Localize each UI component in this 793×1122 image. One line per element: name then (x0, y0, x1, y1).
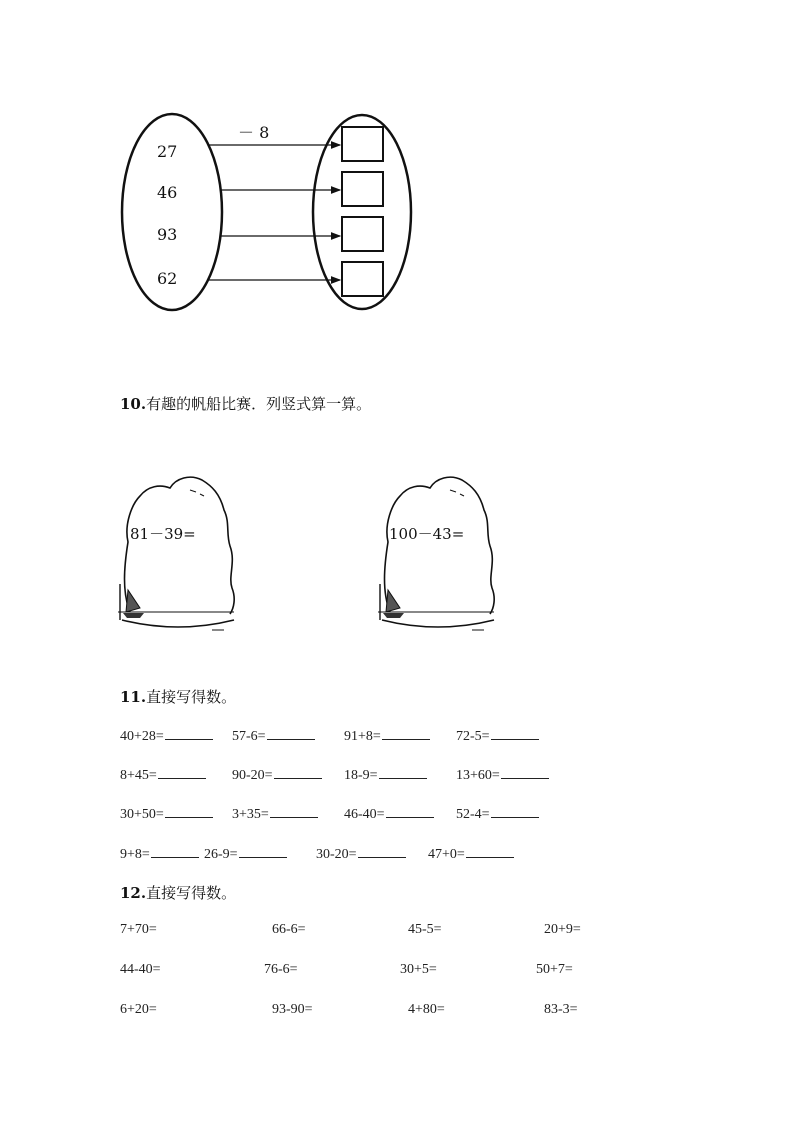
sailboat-card-2 (378, 472, 498, 637)
answer-blank[interactable] (491, 726, 539, 740)
q11-expr: 52-4= (456, 807, 490, 822)
answer-box-1[interactable] (342, 127, 383, 161)
q12-expr: 45-5= (408, 922, 442, 937)
input-number-4: 62 (157, 269, 178, 288)
q12-expr: 83-3= (544, 1002, 578, 1017)
q11-item[interactable] (456, 765, 549, 784)
q11-item[interactable] (120, 804, 213, 823)
q11-expr: 57-6= (232, 729, 266, 744)
q11-expr: 72-5= (456, 729, 490, 744)
answer-blank[interactable] (501, 765, 549, 779)
q11-item[interactable] (316, 844, 406, 863)
question-11-number: 11. (120, 688, 147, 706)
answer-blank[interactable] (239, 844, 287, 858)
q12-expr: 4+80= (408, 1002, 445, 1017)
answer-blank[interactable] (165, 804, 213, 818)
operation-label: － 8 (238, 123, 270, 142)
answer-blank[interactable] (267, 726, 315, 740)
sailboat-card-1 (118, 472, 238, 637)
input-number-3: 93 (157, 225, 178, 244)
answer-blank[interactable] (386, 804, 434, 818)
q11-expr: 8+45= (120, 768, 157, 783)
q12-expr: 66-6= (272, 922, 306, 937)
question-12-number: 12. (120, 884, 147, 902)
q11-item[interactable] (456, 726, 539, 745)
q11-expr: 90-20= (232, 768, 273, 783)
sailboat-expression-1: 81－39= (130, 525, 196, 543)
q11-expr: 3+35= (232, 807, 269, 822)
q11-item[interactable] (120, 726, 213, 745)
answer-blank[interactable] (358, 844, 406, 858)
answer-blank[interactable] (466, 844, 514, 858)
q11-expr: 46-40= (344, 807, 385, 822)
question-11-heading (120, 686, 236, 707)
q11-item[interactable] (232, 804, 318, 823)
question-11-title: 直接写得数。 (146, 688, 237, 706)
answer-box-2[interactable] (342, 172, 383, 206)
q12-expr: 6+20= (120, 1002, 157, 1017)
sail-cloud-outline-1 (118, 472, 238, 637)
q11-item[interactable] (120, 765, 206, 784)
q11-expr: 47+0= (428, 847, 465, 862)
q11-item[interactable] (344, 804, 434, 823)
question-12-title: 直接写得数。 (146, 884, 237, 902)
mapping-diagram-svg (0, 0, 793, 330)
answer-blank[interactable] (151, 844, 199, 858)
q11-item[interactable] (456, 804, 539, 823)
sailboat-expression-2: 100－43= (389, 525, 465, 543)
q12-expr: 50+7= (536, 962, 573, 977)
answer-box-4[interactable] (342, 262, 383, 296)
q12-expr: 93-90= (272, 1002, 313, 1017)
q11-item[interactable] (344, 726, 430, 745)
q12-expr: 30+5= (400, 962, 437, 977)
q11-item[interactable] (428, 844, 514, 863)
answer-blank[interactable] (274, 765, 322, 779)
question-12-heading (120, 882, 236, 903)
q12-expr: 44-40= (120, 962, 161, 977)
mapping-diagram (0, 0, 793, 330)
q11-item[interactable] (232, 765, 322, 784)
q11-expr: 91+8= (344, 729, 381, 744)
sail-cloud-outline-2 (378, 472, 498, 637)
q11-expr: 30+50= (120, 807, 164, 822)
q11-item[interactable] (232, 726, 315, 745)
q11-item[interactable] (204, 844, 287, 863)
q11-expr: 26-9= (204, 847, 238, 862)
input-number-2: 46 (157, 183, 178, 202)
answer-blank[interactable] (379, 765, 427, 779)
q11-item[interactable] (344, 765, 427, 784)
q11-expr: 18-9= (344, 768, 378, 783)
question-10-title: 有趣的帆船比赛．列竖式算一算。 (146, 395, 372, 413)
q11-expr: 30-20= (316, 847, 357, 862)
q12-expr: 7+70= (120, 922, 157, 937)
q11-expr: 9+8= (120, 847, 150, 862)
answer-blank[interactable] (382, 726, 430, 740)
q11-item[interactable] (120, 844, 199, 863)
q12-expr: 76-6= (264, 962, 298, 977)
answer-blank[interactable] (158, 765, 206, 779)
q11-expr: 40+28= (120, 729, 164, 744)
answer-blank[interactable] (270, 804, 318, 818)
answer-blank[interactable] (165, 726, 213, 740)
q11-expr: 13+60= (456, 768, 500, 783)
answer-blank[interactable] (491, 804, 539, 818)
question-10-number: 10. (120, 395, 147, 413)
question-10-heading (120, 393, 371, 414)
q12-expr: 20+9= (544, 922, 581, 937)
input-number-1: 27 (157, 142, 178, 161)
answer-box-3[interactable] (342, 217, 383, 251)
